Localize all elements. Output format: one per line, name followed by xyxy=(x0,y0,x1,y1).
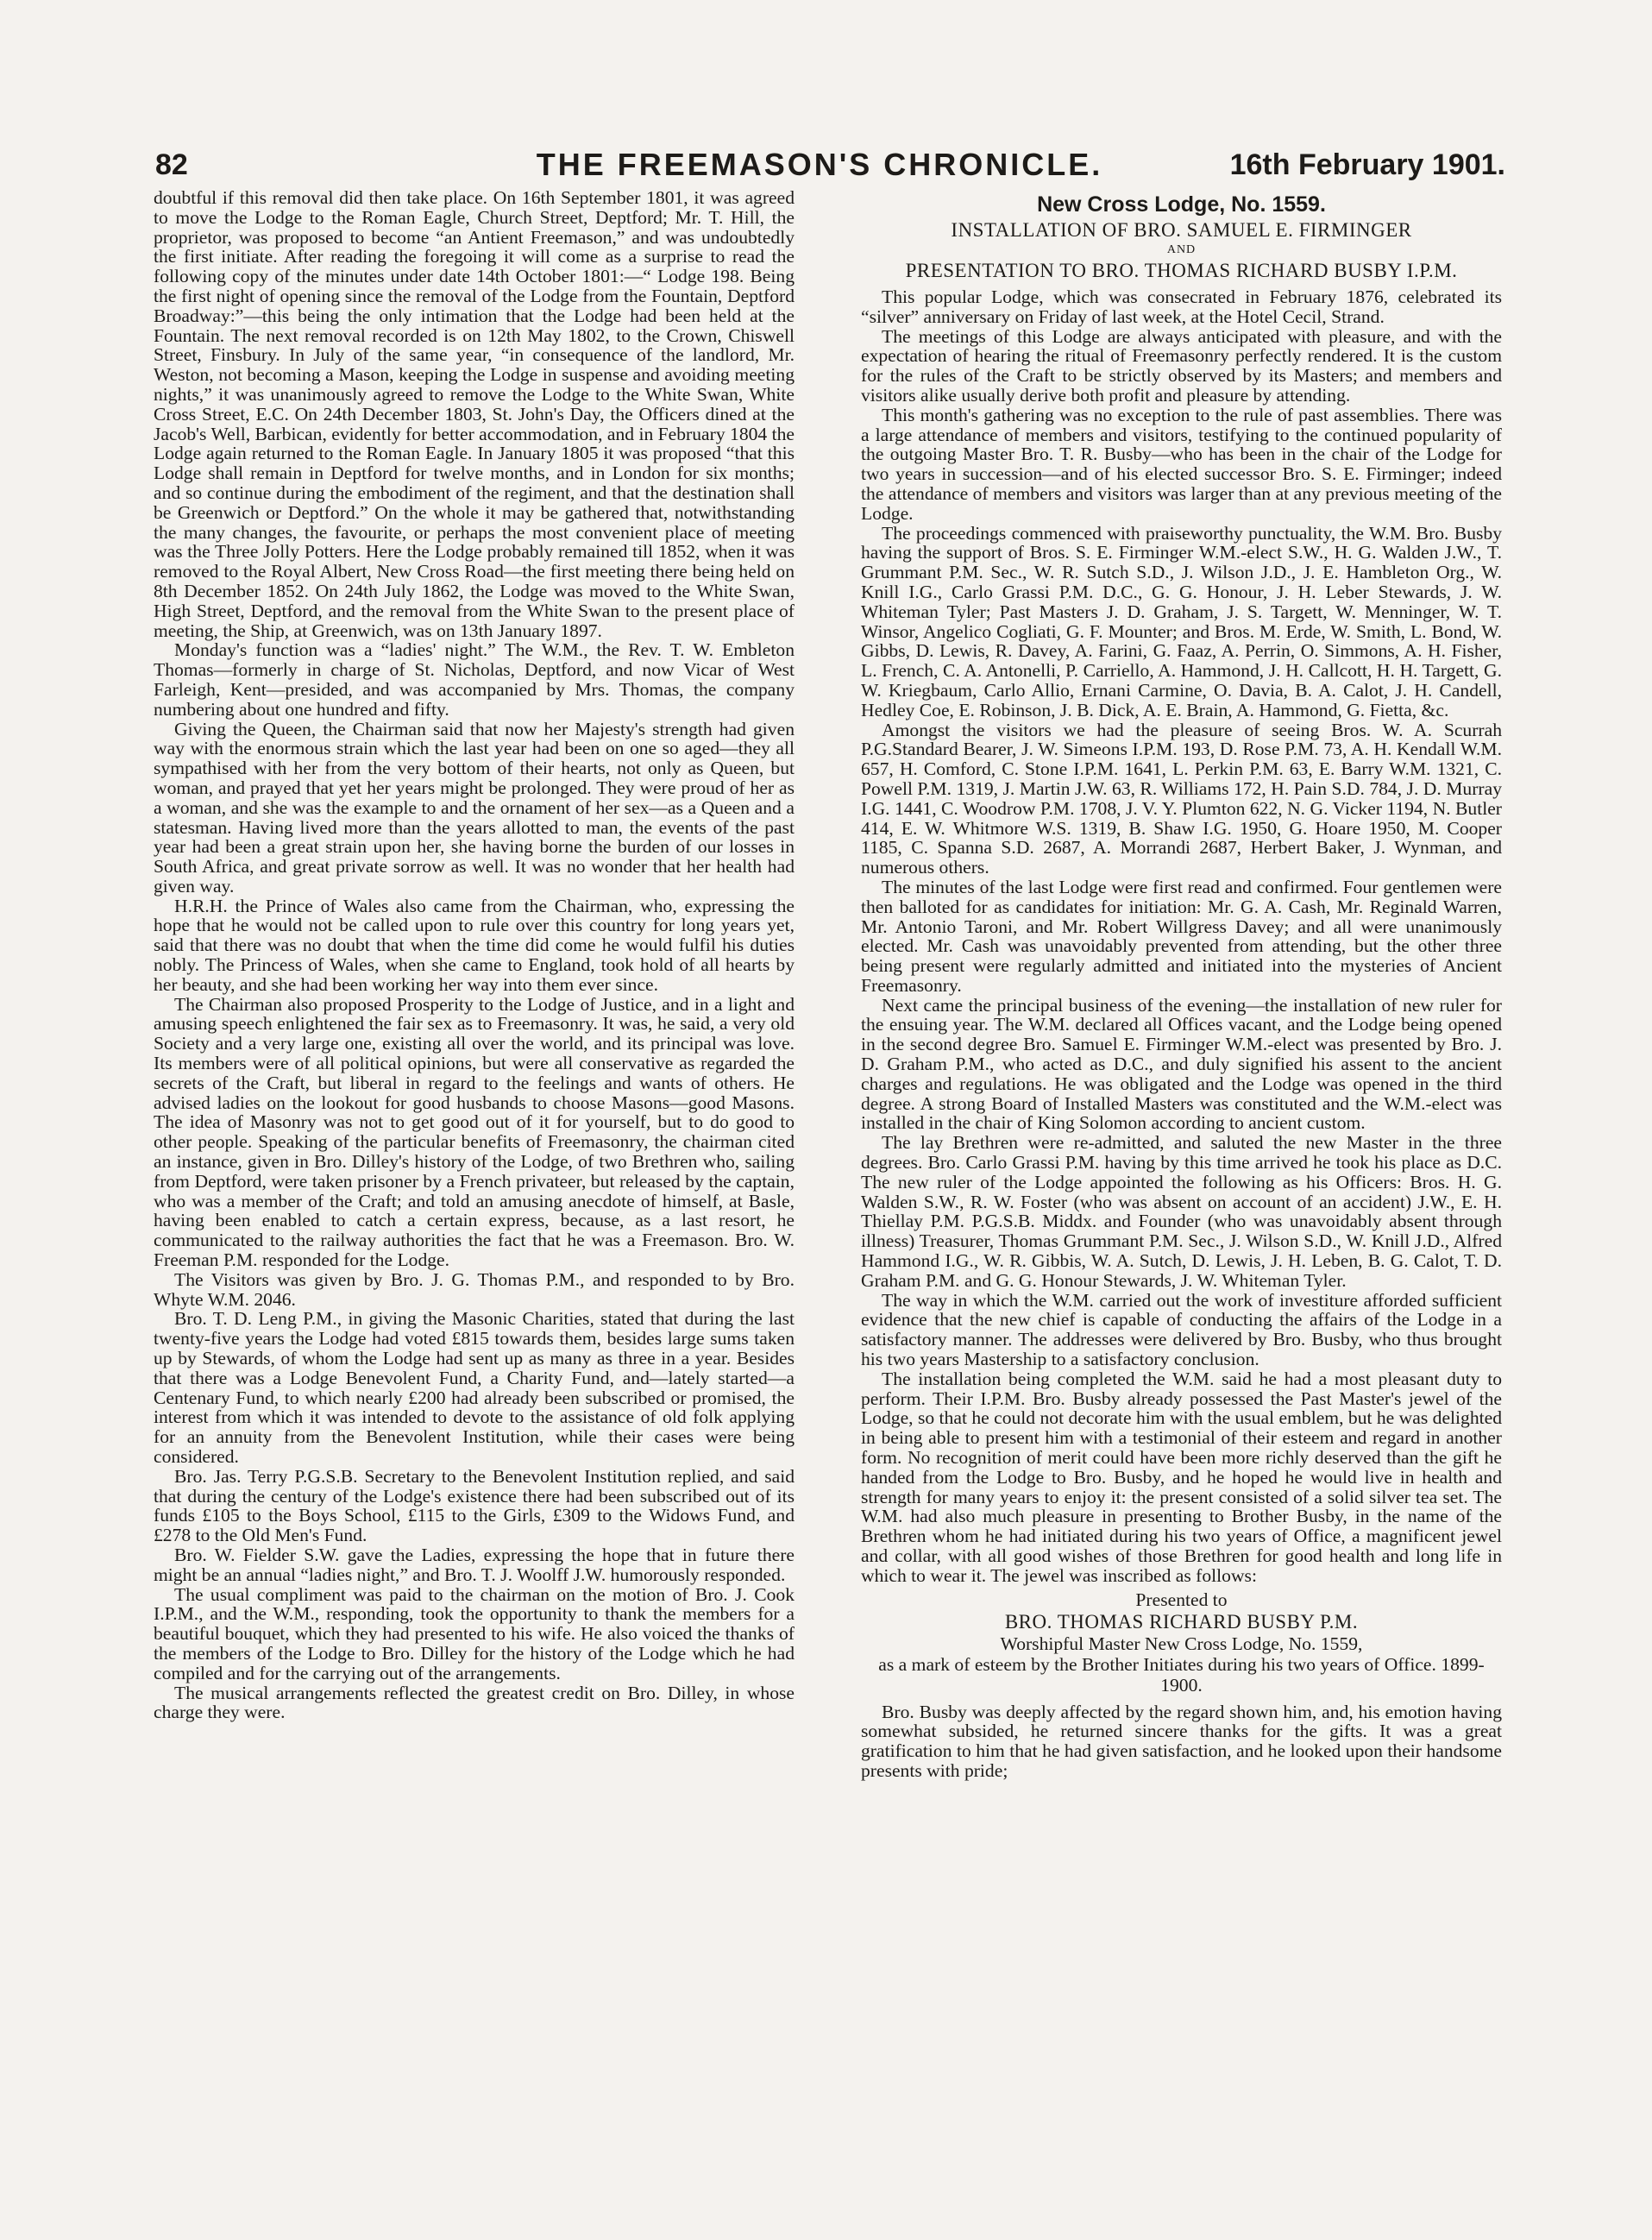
article-paragraph: The Visitors was given by Bro. J. G. Thomas P.M., and responded to by Bro. Whyte W.M. 2046. xyxy=(154,1268,795,1310)
article-paragraph: Bro. W. Fielder S.W. gave the Ladies, expressing the hope that in future there might be an annual “ladies night,” and Bro. T. J. Woolff J.W. humorously responded. xyxy=(154,1544,795,1585)
article-paragraph: H.R.H. the Prince of Wales also came from the Chairman, who, expressing the hope that he would not be called upon to rule over this country for long years yet, said that there was no doubt that when the time did come he would fulfil his duties nobly. The Princess of Wales, when she came to England, took hold of all hearts by her beauty, and she had been working her way into them ever since. xyxy=(154,895,795,995)
presentation-subheading: PRESENTATION TO BRO. THOMAS RICHARD BUSBY I.P.M. xyxy=(905,260,1458,281)
article-paragraph: The minutes of the last Lodge were first read and confirmed. Four gentlemen were then balloted for as candidates for initiation: Mr. G. A. Cash, Mr. Reginald Warren, Mr. Antonio Taroni, and Mr. Robert Willgress Davey; and all were unanimously elected. Mr. Cash was unavoidably prevented from attending, but the other three being present were regularly admitted and initiated into the mysteries of Ancient Freemasonry. xyxy=(861,876,1502,996)
article-paragraph: Bro. Busby was deeply affected by the regard shown him, and, his emotion having somewhat subsided, he returned sincere thanks for the gifts. It was a great gratification to him that he had given satisfaction, and he looked upon their handsome presents with pride; xyxy=(861,1701,1502,1781)
right-column xyxy=(861,188,1502,2173)
inscription-line: Worshipful Master New Cross Lodge, No. 1559, xyxy=(1000,1633,1363,1654)
issue-date: 16th February 1901. xyxy=(1229,148,1505,181)
article-paragraph: The lay Brethren were re-admitted, and saluted the new Master in the three degrees. Bro. Carlo Grassi P.M. having by this time arrived he took his place as D.C. The new ruler of the Lodge appointed the following as his Officers: Bros. H. G. Walden S.W., R. W. Foster (who was absent on account of an accident) J.W., E. H. Thiellay P.M. P.G.S.B. Middx. and Founder (who was unavoidably absent through illness) Treasurer, Thomas Grummant P.M. Sec., J. Wilson S.D., W. Knill J.D., Alfred Hammond I.G., W. R. Gibbis, W. A. Sutch, D. Lewis, J. H. Leben, B. G. Calot, T. D. Graham P.M. and G. G. Honour Stewards, J. W. Whiteman Tyler. xyxy=(861,1132,1502,1291)
lodge-heading: New Cross Lodge, No. 1559. xyxy=(1037,192,1326,217)
article-paragraph: Bro. T. D. Leng P.M., in giving the Masonic Charities, stated that during the last twenty-five years the Lodge had voted £815 towards them, besides large sums taken up by Stewards, of whom the Lodge had sent up as many as three in a year. Besides that there was a Lodge Benevolent Fund, a Charity Fund, and—lately started—a Centenary Fund, to which nearly £200 had already been subscribed or promised, the interest from which it was intended to devote to the assistance of old folk applying for an annuity from the Benevolent Institution, while their cases were being considered. xyxy=(154,1308,795,1467)
article-paragraph: doubtful if this removal did then take place. On 16th September 1801, it was agreed to move the Lodge to the Roman Eagle, Church Street, Deptford; Mr. T. Hill, the proprietor, was proposed to become “an Antient Freemason,” and was undoubtedly the first initiate. After reading the foregoing it will come as a surprise to read the following copy of the minutes under date 14th October 1801:—“ Lodge 198. Being the first night of opening since the removal of the Lodge from the Fountain, Deptford Broadway:”—this being the only intimation that the Lodge had been held at the Fountain. The next removal recorded is on 12th May 1802, to the Crown, Chiswell Street, Finsbury. In July of the same year, “in consequence of the landlord, Mr. Weston, not becoming a Mason, keeping the Lodge in suspense and avoiding meeting nights,” it was unanimously agreed to remove the Lodge to the White Swan, White Cross Street, E.C. On 24th December 1803, St. John's Day, the Officers dined at the Jacob's Well, Barbican, evidently for better accommodation, and in February 1804 the Lodge again returned to the Roman Eagle. In January 1805 it was proposed “that this Lodge shall remain in Deptford for twelve months, and in London for six months; and so continue during the embodiment of the regiment, and that the destination shall be Greenwich or Deptford.” On the whole it may be gathered that, notwithstanding the many changes, the favourite, or perhaps the most convenient place of meeting was the Three Jolly Potters. Here the Lodge probably remained till 1852, when it was removed to the Royal Albert, New Cross Road—the first meeting there being held on 8th December 1852. On 24th July 1862, the Lodge was moved to the White Swan, High Street, Deptford, and the removal from the White Swan to the present place of meeting, the Ship, at Greenwich, was on 13th January 1897. xyxy=(154,188,795,641)
page-number: 82 xyxy=(155,148,188,181)
and-divider: AND xyxy=(1166,243,1197,256)
inscription-line: as a mark of esteem by the Brother Initiates during his two years of Office. 1899-1900. xyxy=(878,1653,1485,1696)
article-paragraph: This month's gathering was no exception to the rule of past assemblies. There was a large attendance of members and visitors, testifying to the continued popularity of the outgoing Master Bro. T. R. Busby—who has been in the chair of the Lodge for two years in succession—and of his elected successor Bro. S. E. Firminger; indeed the attendance of members and visitors was larger than at any previous meeting of the Lodge. xyxy=(861,404,1502,524)
article-paragraph: Bro. Jas. Terry P.G.S.B. Secretary to the Benevolent Institution replied, and said that during the century of the Lodge's existence there had been subscribed out of its funds £105 to the Boys School, £115 to the Girls, £309 to the Widows Fund, and £278 to the Old Men's Fund. xyxy=(154,1465,795,1546)
newspaper-title: THE FREEMASON'S CHRONICLE. xyxy=(536,147,1103,182)
article-paragraph: The Chairman also proposed Prosperity to the Lodge of Justice, and in a light and amusing speech enlightened the fair sex as to Freemasonry. It was, he said, a very old Society and a very large one, existing all over the world, and its principal was love. Its members were of all political opinions, but were all conservative as regarded the secrets of the Craft, but liberal in regard to the feelings and wants of others. He advised ladies on the lookout for good husbands to choose Masons—good Masons. The idea of Masonry was not to get good out of it for yourself, but to do good to other people. Speaking of the particular benefits of Freemasonry, the chairman cited an instance, given in Bro. Dilley's history of the Lodge, of two Brethren who, sailing from Deptford, were taken prisoner by a French privateer, but released by the captain, who was a member of the Craft; and told an amusing anecdote of himself, at Basle, having been enabled to catch a certain express, because, as a last resort, he communicated to the railway authorities the fact that he was a Freemason. Bro. W. Freeman P.M. responded for the Lodge. xyxy=(154,993,795,1271)
article-paragraph: The way in which the W.M. carried out the work of investiture afforded sufficient evidence that the new chief is capable of conducting the affairs of the Lodge in a satisfactory manner. The addresses were delivered by Bro. Busby, who thus brought his two years Mastership to a satisfactory conclusion. xyxy=(861,1289,1502,1370)
inscription-name: BRO. THOMAS RICHARD BUSBY P.M. xyxy=(1004,1610,1359,1633)
inscription-presented-to: Presented to xyxy=(1135,1589,1228,1610)
article-paragraph: The meetings of this Lodge are always anticipated with pleasure, and with the expectation of hearing the ritual of Freemasonry perfectly rendered. It is the custom for the rules of the Craft to be strictly observed by its Masters; and members and visitors alike usually derive both profit and pleasure by attending. xyxy=(861,325,1502,406)
left-column xyxy=(154,188,795,2173)
masthead xyxy=(155,142,1505,193)
article-paragraph: Giving the Queen, the Chairman said that now her Majesty's strength had given way with the enormous strain which the last year had been on one so aged—they all sympathised with her from the very bottom of their hearts, not only as Queen, but woman, and prayed that yet her years might be prolonged. They were proud of her as a woman, and she was the example to and the ornament of her sex—as a Queen and a statesman. Having lived more than the years allotted to man, the events of the past year had been a great strain upon her, she having borne the burden of our losses in South Africa, and great private sorrow as well. It was no wonder that her health had given way. xyxy=(154,718,795,897)
article-paragraph: Next came the principal business of the evening—the installation of new ruler for the ensuing year. The W.M. declared all Offices vacant, and the Lodge being opened in the second degree Bro. Samuel E. Firminger W.M.-elect was presented by Bro. J. D. Graham P.M., who acted as D.C., and duly signified his assent to the ancient charges and regulations. He was obligated and the Lodge was opened in the third degree. A strong Board of Installed Masters was constituted and the W.M.-elect was installed in the chair of King Solomon according to ancient custom. xyxy=(861,994,1502,1134)
installation-subheading: INSTALLATION OF BRO. SAMUEL E. FIRMINGER xyxy=(951,219,1412,241)
article-paragraph: Amongst the visitors we had the pleasure of seeing Bros. W. A. Scurrah P.G.Standard Bearer, J. W. Simeons I.P.M. 193, D. Rose P.M. 73, A. H. Kendall W.M. 657, H. Comford, C. Stone I.P.M. 1641, L. Perkin P.M. 63, E. Barry W.M. 1321, C. Powell P.M. 1319, J. Martin J.W. 63, R. Williams 172, H. Pain S.D. 784, J. D. Murray I.G. 1441, C. Woodrow P.M. 1708, J. V. Y. Plumton 622, N. G. Vicker 1194, N. Butler 414, E. W. Whitmore W.S. 1319, B. Shaw I.G. 1950, G. Hoare 1950, M. Cooper 1185, C. Spanna S.D. 2687, A. Morrandi 2687, Herbert Baker, J. Wynman, and numerous others. xyxy=(861,719,1502,878)
article-paragraph: The installation being completed the W.M. said he had a most pleasant duty to perform. Their I.P.M. Bro. Busby already possessed the Past Master's jewel of the Lodge, so that he could not decorate him with the usual emblem, but he was delighted in being able to present him with a testimonial of their esteem and regard in another form. No recognition of merit could have been more richly deserved than the gift he handed from the Lodge to Bro. Busby, and he hoped he would live in health and strength for many years to enjoy it: the present consisted of a solid silver tea set. The W.M. had also much pleasure in presenting to Brother Busby, in the name of the Brethren whom he had initiated during his two years of Office, a magnificent jewel and collar, with all good wishes of those Brethren for good health and long life in which to wear it. The jewel was inscribed as follows: xyxy=(861,1368,1502,1586)
article-paragraph: Monday's function was a “ladies' night.” The W.M., the Rev. T. W. Embleton Thomas—formerly in charge of St. Nicholas, Deptford, and now Vicar of West Farleigh, Kent—presided, and was accompanied by Mrs. Thomas, the company numbering about one hundred and fifty. xyxy=(154,639,795,720)
article-paragraph: The usual compliment was paid to the chairman on the motion of Bro. J. Cook I.P.M., and the W.M., responding, took the opportunity to thank the members for a beautiful bouquet, which they had presented to his wife. He also voiced the thanks of the members of the Lodge to Bro. Dilley for the history of the Lodge which he had compiled and for the carrying out of the arrangements. xyxy=(154,1583,795,1683)
article-paragraph: The musical arrangements reflected the greatest credit on Bro. Dilley, in whose charge they were. xyxy=(154,1682,795,1723)
article-paragraph: The proceedings commenced with praiseworthy punctuality, the W.M. Bro. Busby having the support of Bros. S. E. Firminger W.M.-elect S.W., H. G. Walden J.W., T. Grummant P.M. Sec., W. R. Sutch S.D., J. Wilson J.D., J. E. Hambleton Org., W. Knill I.G., Carlo Grassi P.M. D.C., G. G. Honour, J. H. Leber Stewards, J. W. Whiteman Tyler; Past Masters J. D. Graham, J. S. Targett, W. Menninger, W. T. Winsor, Angelico Cogliati, G. F. Mounter; and Bros. M. Erde, W. Smith, L. Bond, W. Gibbs, D. Lewis, R. Davey, A. Farini, G. Faaz, A. Perrin, O. Simmons, A. H. Fisher, L. French, C. A. Antonelli, P. Carriello, A. Hammond, J. H. Callcott, H. H. Targett, G. W. Kriegbaum, Carlo Allio, Ernani Carmine, O. Davia, B. A. Calot, J. H. Candell, Hedley Coe, E. Robinson, J. B. Dick, A. E. Brain, A. Hammond, G. Fietta, &c. xyxy=(861,522,1502,720)
article-paragraph: This popular Lodge, which was consecrated in February 1876, celebrated its “silver” anniversary on Friday of last week, at the Hotel Cecil, Strand. xyxy=(861,286,1502,327)
